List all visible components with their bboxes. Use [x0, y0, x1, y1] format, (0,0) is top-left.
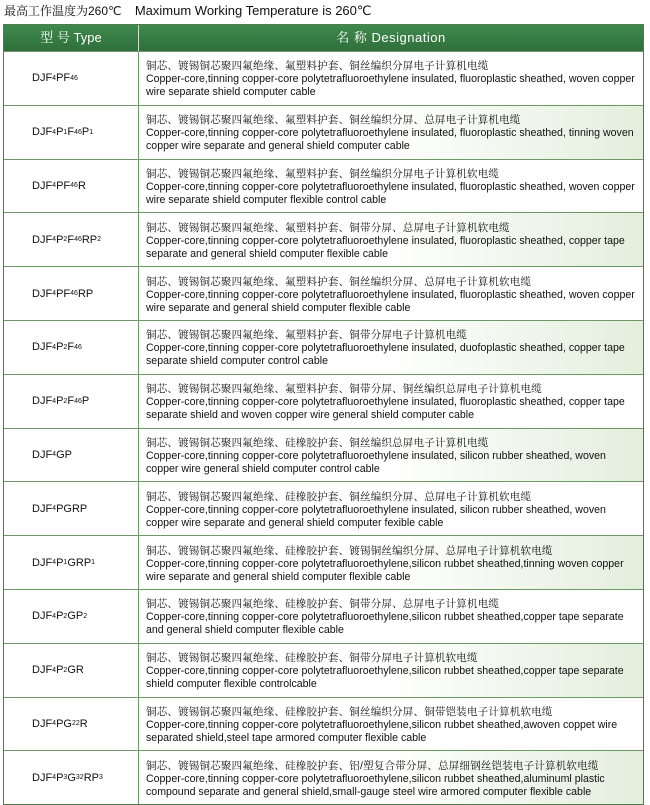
designation-en: Copper-core,tinning copper-core polytetrafluoroethylene insulated, silicon rubber sheathed, woven copper wire separate and general shield computer fexible cable: [146, 503, 606, 529]
table-row: [4, 697, 643, 751]
designation: [139, 160, 643, 213]
designation: [139, 52, 643, 105]
table-row: [4, 481, 643, 535]
designation-zh: 铜芯、镀锡铜芯聚四氟绝缘、氟塑料护套、铜带分屏、总屏电子计算机软电缆: [146, 221, 510, 234]
table-header: [4, 25, 643, 51]
table-row: [4, 105, 643, 159]
designation-zh: 铜芯、镀锡铜芯聚四氟绝缘、硅橡胶护套、铜丝编织分屏、铜带铠装电子计算机软电缆: [146, 705, 553, 718]
designation: [139, 644, 643, 697]
type-code: DJF 4 PF 46 R: [4, 160, 139, 213]
cable-table: [3, 24, 644, 805]
designation-zh: 铜芯、镀锡铜芯聚四氟绝缘、氟塑料护套、铜丝编织分屏电子计算机软电缆: [146, 167, 500, 180]
table-row: [4, 320, 643, 374]
type-code: DJF 4 P 2 F 46 P: [4, 375, 139, 428]
designation-zh: 铜芯、镀锡铜芯聚四氟绝缘、氟塑料护套、铜丝编织分屏电子计算机电缆: [146, 60, 489, 73]
type-code: DJF 4 P 2 F 46 RP 2: [4, 213, 139, 266]
type-code: DJF 4 P 2 GP 2: [4, 590, 139, 643]
designation: [139, 213, 643, 266]
table-row: [4, 159, 643, 213]
type-code: DJF 4 PF 46: [4, 52, 139, 105]
table-row: [4, 266, 643, 320]
designation: [139, 751, 643, 804]
designation: [139, 321, 643, 374]
table-row: [4, 589, 643, 643]
type-code: DJF 4 PGRP: [4, 482, 139, 535]
designation: [139, 590, 643, 643]
table-row: [4, 212, 643, 266]
designation-zh: 铜芯、镀锡铜芯聚四氟绝缘、氟塑料护套、铜带分屏、铜丝编织总屏电子计算机电缆: [146, 383, 542, 396]
designation-en: Copper-core,tinning copper-core polytetrafluoroethylene,silicon rubbet sheathed,awoven coppet wire separated shield,steel tape armored computer flexible cable: [146, 718, 618, 744]
designation-en: Copper-core,tinning copper-core polytetrafluoroethylene,silicon rubbet sheathed,copper tape separate and general shield computer flexible cable: [146, 611, 624, 637]
title-en: Maximum Working Temperature is 260℃: [134, 3, 372, 18]
designation-zh: 铜芯、镀锡铜芯聚四氟绝缘、硅橡胶护套、镀锡铜丝编织分屏、总屏电子计算机软电缆: [146, 544, 553, 557]
designation-zh: 铜芯、镀锡铜芯聚四氟绝缘、氟塑料护套、铜丝编织分屏、总屏电子计算机软电缆: [146, 275, 532, 288]
header-designation: 名 称 Designation: [336, 30, 446, 45]
type-code: DJF 4 P 3 G 32 RP 3: [4, 751, 139, 804]
designation-en: Copper-core,tinning copper-core polytetrafluoroethylene insulated, fluoroplastic sheathed, woven copper wire separate and general shield computer flexible cable: [146, 288, 635, 314]
designation-zh: 铜芯、镀锡铜芯聚四氟绝缘、硅橡胶护套、铜带分屏电子计算机软电缆: [146, 652, 478, 665]
designation-en: Copper-core,tinning copper-core polytetrafluoroethylene insulated, fluoroplastic sheathed, copper tape separate shield and woven copper wire general shield computer cable: [146, 396, 625, 422]
designation: [139, 429, 643, 482]
designation-zh: 铜芯、镀锡铜芯聚四氟绝缘、硅橡胶护套、铜带分屏、总屏电子计算机电缆: [146, 598, 500, 611]
table-body: [4, 51, 643, 804]
type-code: DJF 4 GP: [4, 429, 139, 482]
designation-en: Copper-core,tinning copper-core polytetrafluoroethylene,silicon rubbet sheathed,aluminuml plastic compound separate and general shield,small-gauge steel wire armored computer flexible cable: [146, 772, 605, 798]
designation: [139, 375, 643, 428]
table-row: [4, 428, 643, 482]
designation: [139, 698, 643, 751]
type-code: DJF 4 P 1 GRP 1: [4, 536, 139, 589]
designation: [139, 267, 643, 320]
type-code: DJF 4 P 1 F 46 P 1: [4, 106, 139, 159]
type-code: DJF 4 P 2 F 46: [4, 321, 139, 374]
table-row: [4, 643, 643, 697]
designation: [139, 536, 643, 589]
designation-en: Copper-core,tinning copper-core polytetrafluoroethylene,silicon rubbet sheathed,tinning woven copper wire separate and general shield computer flexible cable: [146, 557, 624, 583]
designation-en: Copper-core,tinning copper-core polytetrafluoroethylene insulated, fluoroplastic sheathed, copper tape separate and general shield computer flexible cable: [146, 234, 625, 260]
designation-en: Copper-core,tinning copper-core polytetrafluoroethylene,silicon rubbet sheathed,copper tape separate shield computer flexible controlcable: [146, 665, 624, 691]
designation-zh: 铜芯、镀锡铜芯聚四氟绝缘、硅橡胶护套、铝/塑复合带分屏、总屏细钢丝铠装电子计算机软电缆: [146, 759, 599, 772]
designation-zh: 铜芯、镀锡铜芯聚四氟绝缘、氟塑料护套、铜带分屏电子计算机电缆: [146, 329, 467, 342]
designation: [139, 482, 643, 535]
designation-zh: 铜芯、镀锡铜芯聚四氟绝缘、氟塑料护套、铜丝编织分屏、总屏电子计算机电缆: [146, 114, 521, 127]
title-zh: 最高工作温度为260℃: [4, 4, 122, 18]
designation-zh: 铜芯、镀锡铜芯聚四氟绝缘、硅橡胶护套、铜丝编织总屏电子计算机电缆: [146, 436, 489, 449]
page-title: [4, 2, 644, 20]
designation-en: Copper-core,tinning copper-core polytetrafluoroethylene insulated, duofoplastic sheathed, copper tape separate shield computer control cable: [146, 342, 625, 368]
header-type: 型 号 Type: [4, 25, 139, 51]
type-code: DJF 4 PG 22 R: [4, 698, 139, 751]
designation-zh: 铜芯、镀锡铜芯聚四氟绝缘、硅橡胶护套、铜丝编织分屏、总屏电子计算机软电缆: [146, 490, 532, 503]
table-row: [4, 374, 643, 428]
type-code: DJF 4 PF 46 RP: [4, 267, 139, 320]
table-row: [4, 750, 643, 804]
designation-en: Copper-core,tinning copper-core polytetrafluoroethylene insulated, fluoroplastic sheathed, tinning woven copper wire separate and general shield computer cable: [146, 127, 634, 153]
table-row: [4, 535, 643, 589]
designation-en: Copper-core,tinning copper-core polytetrafluoroethylene insulated, fluoroplastic sheathed, woven copper wire separate shield computer cable: [146, 73, 635, 99]
designation-en: Copper-core,tinning copper-core polytetrafluoroethylene insulated, fluoroplastic sheathed, woven copper wire separate shield computer flexible control cable: [146, 180, 635, 206]
type-code: DJF 4 P 2 GR: [4, 644, 139, 697]
designation: [139, 106, 643, 159]
designation-en: Copper-core,tinning copper-core polytetrafluoroethylene insulated, silicon rubber sheathed, woven copper wire general shield computer control cable: [146, 449, 606, 475]
table-row: [4, 51, 643, 105]
